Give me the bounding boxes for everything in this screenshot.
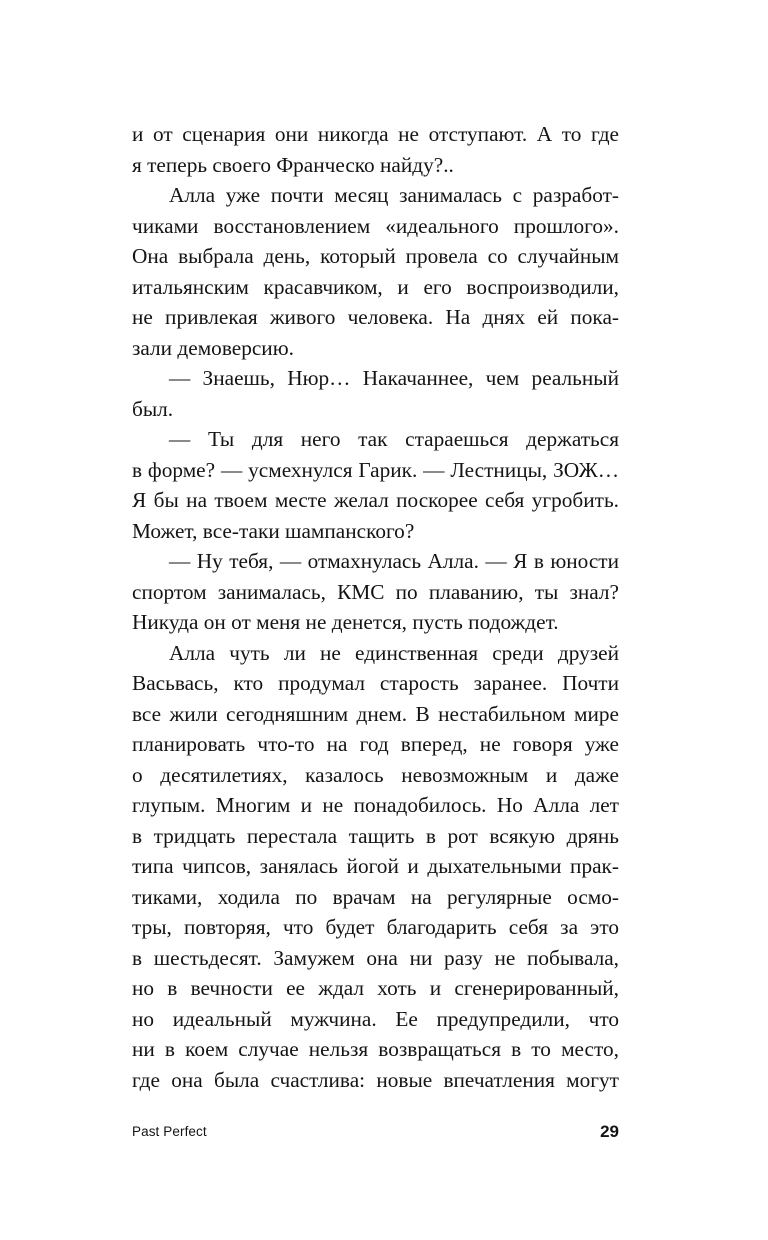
text-line: Она выбрала день, который провела со случайным [132,244,619,268]
page-footer [132,1122,619,1144]
text-line: но в вечности ее ждал хоть и сгенерированный, [132,976,619,1000]
body-text [132,119,619,1095]
text-line: типа чипсов, занялась йогой и дыхательными прак- [132,854,619,878]
text-line: — Ну тебя, — отмахнулась Алла. — Я в юности [169,549,619,573]
text-line: Алла чуть ли не единственная среди друзей [169,640,619,665]
text-line: планировать что-то на год вперед, не говоря уже [132,732,619,756]
text-line: ни в коем случае нельзя возвращаться в то место, [132,1037,619,1061]
text-line: — Знаешь, Нюр… Накачаннее, чем реальный [169,366,619,390]
text-line: тры, повторяя, что будет благодарить себя за это [132,915,619,939]
text-line: но идеальный мужчина. Ее предупредили, что [132,1006,619,1031]
text-line: Алла уже почти месяц занималась с разработ- [169,183,619,207]
text-line: в шестьдесят. Замужем она ни разу не побывала, [132,945,619,970]
text-line: глупым. Многим и не понадобилось. Но Алла лет [132,793,619,817]
text-line: где она была счастлива: новые впечатления могут [132,1067,619,1092]
text-line: спортом занималась, КМС по плаванию, ты знал? [132,579,619,604]
text-line: чиками восстановлением «идеального прошлого». [132,213,619,238]
text-line: Васьвась, кто продумал старость заранее. Почти [132,671,619,695]
text-line: в форме? — усмехнулся Гарик. — Лестницы, ЗОЖ… [132,457,619,482]
text-line: о десятилетиях, казалось невозможным и даже [132,762,619,787]
text-line: зали демоверсию. [132,335,294,360]
text-line: и от сценария они никогда не отступают. А то где [132,122,619,146]
running-title: Past Perfect [132,1124,207,1139]
text-line: итальянским красавчиком, и его воспроизводили, [132,274,619,299]
text-line: все жили сегодняшним днем. В нестабильном мире [132,701,619,726]
text-line: в тридцать перестала тащить в рот всякую дрянь [132,823,619,848]
page-number: 29 [600,1122,619,1141]
text-line: я теперь своего Франческо найду?.. [132,152,454,177]
text-line: тиками, ходила по врачам на регулярные осмо- [132,884,619,909]
text-line: не привлекая живого человека. На днях ей пока- [132,305,619,329]
text-line: Я бы на твоем месте желал поскорее себя угробить. [132,488,619,512]
text-line: был. [132,396,174,421]
text-line: Может, все-таки шампанского? [132,518,415,543]
text-line: Никуда он от меня не денется, пусть подождет. [132,610,559,634]
text-line: — Ты для него так стараешься держаться [169,427,619,451]
